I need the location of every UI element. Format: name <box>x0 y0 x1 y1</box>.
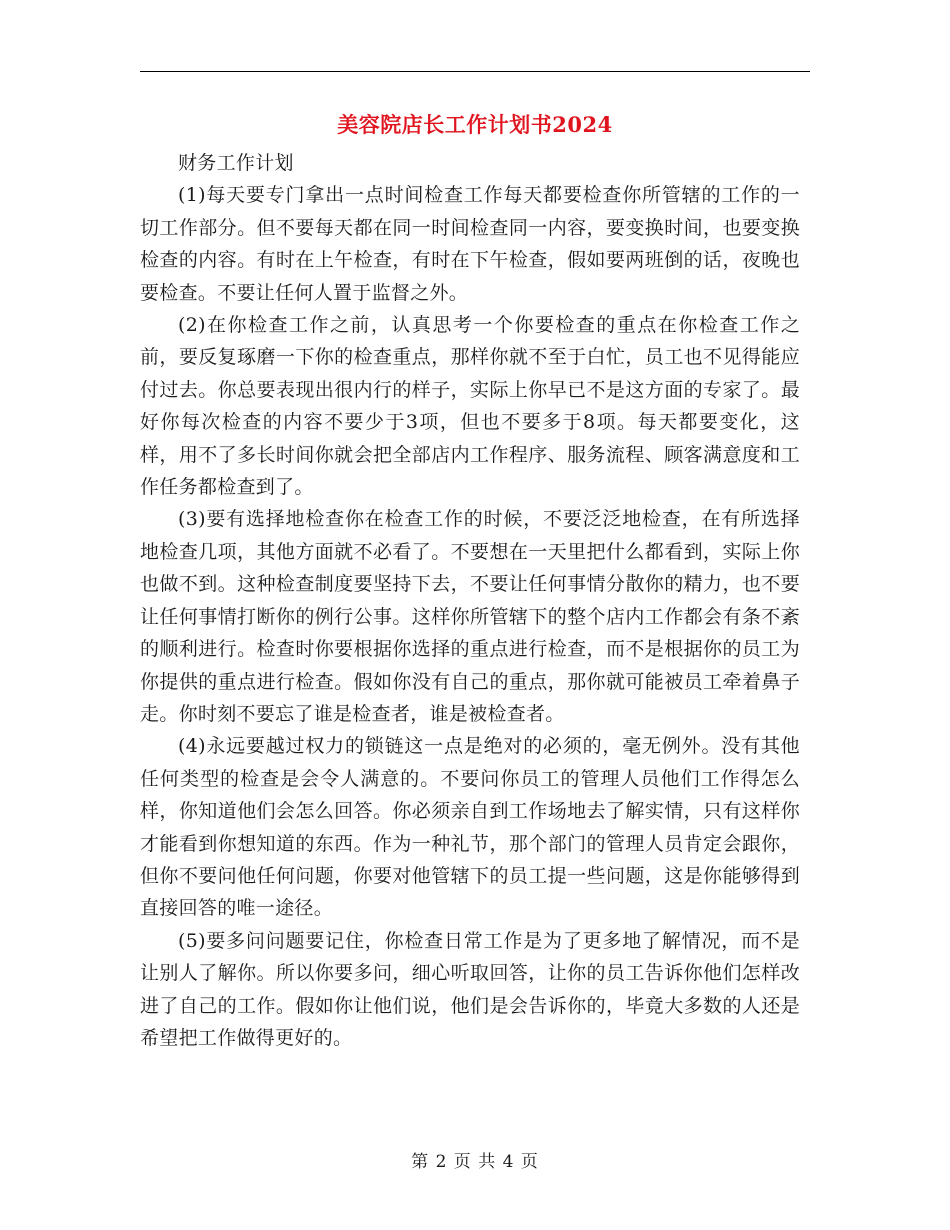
paragraph-1: (1)每天要专门拿出一点时间检查工作每天都要检查你所管辖的工作的一切工作部分。但不要每天都在同一时间检查同一内容，要变换时间，也要变换检查的内容。有时在上午检查，有时在下午检查，假如要两班倒的话，夜晚也要检查。不要让任何人置于监督之外。 <box>140 184 800 304</box>
paragraph-4: (4)永远要越过权力的锁链这一点是绝对的必须的，毫无例外。没有其他任何类型的检查是会令人满意的。不要问你员工的管理人员他们工作得怎么样，你知道他们会怎么回答。你必须亲自到工作场地去了解实情，只有这样你才能看到你想知道的东西。作为一种礼节，那个部门的管理人员肯定会跟你，但你不要问他任何问题，你要对他管辖下的员工提一些问题，这是你能够得到直接回答的唯一途径。 <box>140 735 800 920</box>
paragraph-5: (5)要多问问题要记住，你检查日常工作是为了更多地了解情况，而不是让别人了解你。所以你要多问，细心听取回答，让你的员工告诉你他们怎样改进了自己的工作。假如你让他们说，他们是会告诉你的，毕竟大多数的人还是希望把工作做得更好的。 <box>140 929 800 1049</box>
document-body <box>140 147 800 1054</box>
section-heading: 财务工作计划 <box>178 152 294 174</box>
paragraph-3: (3)要有选择地检查你在检查工作的时候，不要泛泛地检查，在有所选择地检查几项，其他方面就不必看了。不要想在一天里把什么都看到，实际上你也做不到。这种检查制度要坚持下去，不要让任何事情分散你的精力，也不要让任何事情打断你的例行公事。这样你所管辖下的整个店内工作都会有条不紊的顺利进行。检查时你要根据你选择的重点进行检查，而不是根据你的员工为你提供的重点进行检查。假如你没有自己的重点，那你就可能被员工牵着鼻子走。你时刻不要忘了谁是检查者，谁是被检查者。 <box>140 508 800 725</box>
document-title: 美容院店长工作计划书2024 <box>337 112 613 137</box>
header-rule <box>140 71 810 72</box>
paragraph-2: (2)在你检查工作之前，认真思考一个你要检查的重点在你检查工作之前，要反复琢磨一下你的检查重点，那样你就不至于白忙，员工也不见得能应付过去。你总要表现出很内行的样子，实际上你早已不是这方面的专家了。最好你每次检查的内容不要少于3项，但也不要多于8项。每天都要变化，这样，用不了多长时间你就会把全部店内工作程序、服务流程、顾客满意度和工作任务都检查到了。 <box>140 314 800 499</box>
page-footer: 第 2 页 共 4 页 <box>411 1152 539 1172</box>
